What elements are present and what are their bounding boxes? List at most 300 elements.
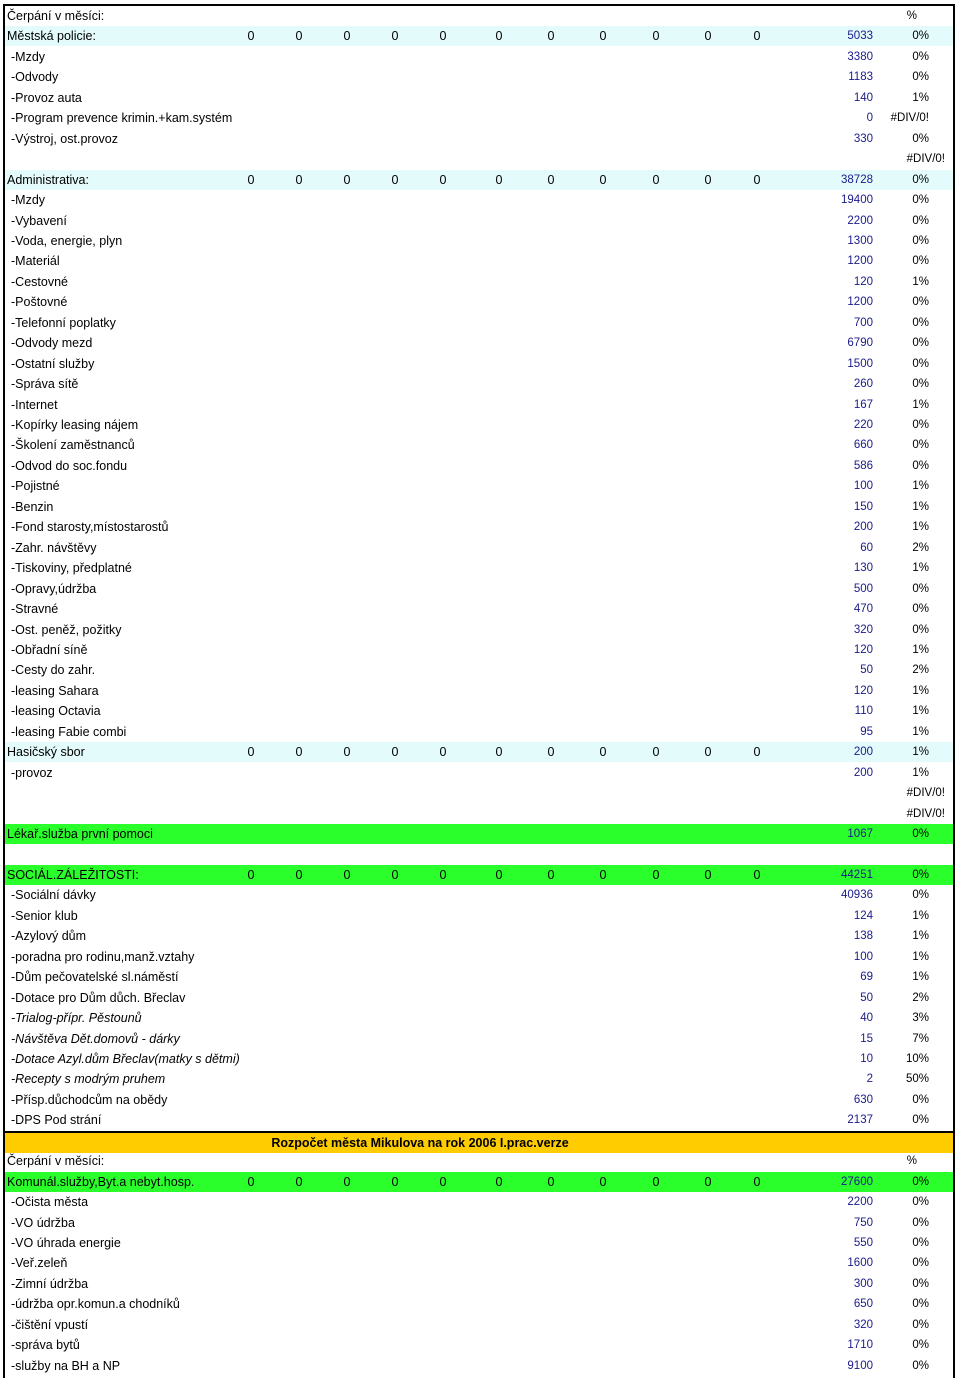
budget-item-row xyxy=(5,47,953,67)
budget-item-row xyxy=(5,885,953,905)
budget-item-row xyxy=(5,190,953,210)
month-value: 0 xyxy=(599,1174,607,1189)
budget-item-row xyxy=(5,722,953,742)
budget-value: 650 xyxy=(853,1298,873,1311)
section-row xyxy=(5,26,953,46)
budget-value: 60 xyxy=(860,541,873,554)
month-value: 0 xyxy=(247,867,255,882)
section-row xyxy=(5,1172,953,1192)
budget-item-row xyxy=(5,1110,953,1130)
month-value: 0 xyxy=(391,29,399,44)
percent-value: 0% xyxy=(912,1216,929,1229)
percent-value: 0% xyxy=(912,1175,929,1188)
budget-value: 260 xyxy=(853,378,873,391)
percent-value: 1% xyxy=(912,909,929,922)
item-label: -Ost. peněž, požitky xyxy=(11,622,122,637)
budget-value: 6790 xyxy=(847,337,873,350)
month-value: 0 xyxy=(343,1174,351,1189)
month-value: 0 xyxy=(495,867,503,882)
budget-item-row xyxy=(5,660,953,680)
month-value: 0 xyxy=(599,745,607,760)
percent-value: 1% xyxy=(912,562,929,575)
percent-value: 1% xyxy=(912,398,929,411)
item-label: -poradna pro rodinu,manž.vztahy xyxy=(11,949,195,964)
percent-value: 0% xyxy=(912,1237,929,1249)
percent-value: 0% xyxy=(912,50,929,63)
item-label: -Fond starosty,místostarostů xyxy=(11,520,169,535)
budget-value: 120 xyxy=(853,684,873,697)
budget-value: 15 xyxy=(860,1032,873,1045)
month-value: 0 xyxy=(439,745,447,760)
item-label: -leasing Fabie combi xyxy=(11,724,127,739)
budget-value: 1067 xyxy=(847,828,873,840)
item-label: -Dotace pro Dům důch. Břeclav xyxy=(11,990,186,1005)
budget-item-row xyxy=(5,1335,953,1355)
budget-item-row xyxy=(5,640,953,660)
percent-value: 0% xyxy=(912,828,929,840)
percent-value: 1% xyxy=(912,930,929,943)
percent-value: 0% xyxy=(912,1093,929,1106)
section-row xyxy=(5,824,953,844)
item-label: -Cestovné xyxy=(11,274,68,289)
section-label: Administrativa: xyxy=(7,172,89,187)
budget-value: 200 xyxy=(853,521,873,534)
header-row xyxy=(5,1151,953,1171)
budget-item-row xyxy=(5,763,953,783)
budget-item-row xyxy=(5,538,953,558)
percent-value: 1% xyxy=(912,500,929,513)
percent-value: 0% xyxy=(912,889,929,902)
month-value: 0 xyxy=(391,745,399,760)
month-value: 0 xyxy=(652,867,660,882)
budget-value: 9100 xyxy=(847,1359,873,1372)
item-label: -Odvody xyxy=(11,70,59,85)
month-value: 0 xyxy=(599,29,607,44)
budget-item-row xyxy=(5,1315,953,1335)
month-value: 0 xyxy=(247,172,255,187)
budget-value: 1710 xyxy=(847,1339,873,1352)
month-value: 0 xyxy=(704,29,712,44)
error-row xyxy=(5,783,953,803)
budget-item-row xyxy=(5,231,953,251)
budget-item-row xyxy=(5,517,953,537)
budget-value: 110 xyxy=(854,705,873,718)
budget-item-row xyxy=(5,579,953,599)
budget-value: 2200 xyxy=(847,1196,873,1209)
item-label: -Benzin xyxy=(11,499,54,514)
budget-item-row xyxy=(5,354,953,374)
budget-item-row xyxy=(5,926,953,946)
percent-value: 2% xyxy=(912,664,929,677)
item-label: -Internet xyxy=(11,397,58,412)
budget-value: 586 xyxy=(853,459,873,472)
item-label: -VO údržba xyxy=(11,1215,75,1230)
error-row xyxy=(5,149,953,169)
percent-value: 1% xyxy=(912,705,929,718)
percent-value: 3% xyxy=(912,1012,929,1025)
percent-value: 0% xyxy=(912,214,929,227)
budget-item-row xyxy=(5,1253,953,1273)
month-value: 0 xyxy=(439,1174,447,1189)
percent-value: 0% xyxy=(912,1298,929,1311)
budget-value: 100 xyxy=(853,480,873,493)
item-label: -Azylový dům xyxy=(11,929,87,944)
cerpani-label: Čerpání v měsíci: xyxy=(7,9,105,23)
month-value: 0 xyxy=(652,29,660,44)
item-label: -provoz xyxy=(11,765,53,780)
budget-item-row xyxy=(5,395,953,415)
budget-item-row xyxy=(5,1294,953,1314)
month-value: 0 xyxy=(295,172,303,187)
budget-value: 320 xyxy=(853,1318,873,1331)
item-label: -Obřadní síně xyxy=(11,642,88,657)
budget-item-row xyxy=(5,108,953,128)
budget-item-row xyxy=(5,620,953,640)
item-label: -Správa sítě xyxy=(11,377,79,392)
budget-item-row xyxy=(5,1192,953,1212)
item-label: -Program prevence krimin.+kam.systém xyxy=(11,111,233,126)
section-label: Komunál.služby,Byt.a nebyt.hosp. xyxy=(7,1174,195,1189)
percent-value: 0% xyxy=(912,194,929,207)
budget-value: 700 xyxy=(853,316,873,329)
percent-value: 0% xyxy=(912,603,929,616)
item-label: -údržba opr.komun.a chodníků xyxy=(11,1297,180,1312)
percent-value: 0% xyxy=(912,1318,929,1331)
budget-value: 300 xyxy=(853,1277,873,1290)
budget-item-row xyxy=(5,701,953,721)
item-label: -Poštovné xyxy=(11,295,68,310)
budget-value: 2137 xyxy=(847,1114,873,1127)
month-value: 0 xyxy=(343,867,351,882)
budget-item-row xyxy=(5,1274,953,1294)
budget-item-row xyxy=(5,1029,953,1049)
percent-value: 0% xyxy=(912,378,929,391)
budget-item-row xyxy=(5,1069,953,1089)
section-label: SOCIÁL.ZÁLEŽITOSTI: xyxy=(7,867,139,882)
item-label: -Zahr. návštěvy xyxy=(11,540,97,555)
item-label: -Mzdy xyxy=(11,193,46,208)
percent-value: 1% xyxy=(912,725,929,738)
budget-value: 0 xyxy=(866,112,873,125)
section-label: Městská policie: xyxy=(7,29,96,44)
percent-value: 0% xyxy=(912,1257,929,1270)
budget-value: 150 xyxy=(853,500,873,513)
month-value: 0 xyxy=(295,1174,303,1189)
month-value: 0 xyxy=(704,745,712,760)
percent-value: 2% xyxy=(912,541,929,554)
month-value: 0 xyxy=(599,172,607,187)
blank-row xyxy=(5,844,953,864)
percent-value: 0% xyxy=(912,337,929,350)
item-label: -Odvody mezd xyxy=(11,336,93,351)
header-row xyxy=(5,6,953,26)
item-label: -leasing Octavia xyxy=(11,704,101,719)
budget-item-row xyxy=(5,251,953,271)
budget-value: 630 xyxy=(853,1093,873,1106)
percent-value: 0% xyxy=(912,1277,929,1290)
budget-item-row xyxy=(5,476,953,496)
budget-value: 38728 xyxy=(841,173,873,186)
percent-value: 0% xyxy=(912,71,929,84)
budget-value: 200 xyxy=(853,766,873,779)
month-value: 0 xyxy=(247,745,255,760)
budget-item-row xyxy=(5,967,953,987)
item-label: -Mzdy xyxy=(11,49,46,64)
budget-item-row xyxy=(5,333,953,353)
percent-value: 1% xyxy=(912,950,929,963)
budget-item-row xyxy=(5,313,953,333)
percent-value: 1% xyxy=(912,746,929,759)
percent-value: 50% xyxy=(905,1073,929,1086)
item-label: -DPS Pod strání xyxy=(11,1113,102,1128)
budget-item-row xyxy=(5,681,953,701)
percent-value: #DIV/0! xyxy=(890,112,929,125)
month-value: 0 xyxy=(439,172,447,187)
month-value: 0 xyxy=(391,172,399,187)
budget-item-row xyxy=(5,1049,953,1069)
error-value: #DIV/0! xyxy=(906,807,945,820)
error-row xyxy=(5,804,953,824)
budget-item-row xyxy=(5,1356,953,1376)
budget-value: 27600 xyxy=(841,1175,873,1188)
budget-value: 1183 xyxy=(848,71,873,84)
percent-value: 0% xyxy=(912,1114,929,1127)
budget-value: 140 xyxy=(853,91,873,104)
percent-value: 1% xyxy=(912,971,929,984)
percent-value: 1% xyxy=(912,91,929,104)
budget-value: 95 xyxy=(860,725,873,738)
budget-value: 500 xyxy=(853,582,873,595)
budget-item-row xyxy=(5,292,953,312)
error-value: #DIV/0! xyxy=(906,787,945,800)
budget-item-row xyxy=(5,211,953,231)
budget-value: 330 xyxy=(853,132,873,145)
percent-value: 0% xyxy=(912,132,929,145)
budget-item-row xyxy=(5,1213,953,1233)
month-value: 0 xyxy=(495,745,503,760)
budget-item-row xyxy=(5,88,953,108)
budget-value: 44251 xyxy=(841,868,873,881)
budget-value: 10 xyxy=(860,1052,873,1065)
item-label: -Výstroj, ost.provoz xyxy=(11,131,118,146)
percent-value: 0% xyxy=(912,868,929,881)
item-label: -Dům pečovatelské sl.náměstí xyxy=(11,970,179,985)
month-value: 0 xyxy=(439,867,447,882)
percent-value: 10% xyxy=(905,1052,929,1065)
month-value: 0 xyxy=(495,29,503,44)
budget-value: 50 xyxy=(860,664,873,677)
item-label: -Pojistné xyxy=(11,479,60,494)
percent-value: 0% xyxy=(912,623,929,636)
month-value: 0 xyxy=(247,29,255,44)
item-label: -Dotace Azyl.dům Břeclav(matky s dětmi) xyxy=(11,1051,240,1066)
month-value: 0 xyxy=(391,867,399,882)
budget-value: 19400 xyxy=(841,194,873,207)
percent-value: 0% xyxy=(912,1339,929,1352)
item-label: -Stravné xyxy=(11,602,59,617)
budget-value: 167 xyxy=(853,398,873,411)
budget-item-row xyxy=(5,272,953,292)
budget-value: 50 xyxy=(860,991,873,1004)
percent-value: 0% xyxy=(912,459,929,472)
item-label: -Senior klub xyxy=(11,908,78,923)
section-label: Hasičský sbor xyxy=(7,745,85,760)
budget-value: 124 xyxy=(853,909,873,922)
month-value: 0 xyxy=(295,29,303,44)
budget-item-row xyxy=(5,947,953,967)
percent-value: 0% xyxy=(912,419,929,431)
budget-value: 750 xyxy=(853,1216,873,1229)
month-value: 0 xyxy=(343,29,351,44)
item-label: -Provoz auta xyxy=(11,90,82,105)
error-value: #DIV/0! xyxy=(906,153,945,166)
budget-value: 1300 xyxy=(847,234,873,247)
budget-value: 1200 xyxy=(847,296,873,309)
budget-sheet xyxy=(3,4,955,1378)
month-value: 0 xyxy=(495,172,503,187)
month-value: 0 xyxy=(753,867,761,882)
percent-value: 0% xyxy=(912,173,929,186)
percent-value: 0% xyxy=(912,357,929,370)
percent-value: 1% xyxy=(912,766,929,779)
month-value: 0 xyxy=(495,1174,503,1189)
month-value: 0 xyxy=(343,745,351,760)
budget-value: 130 xyxy=(853,562,873,575)
month-value: 0 xyxy=(547,1174,555,1189)
percent-value: 2% xyxy=(912,991,929,1004)
percent-value: 0% xyxy=(912,316,929,329)
item-label: -Cesty do zahr. xyxy=(11,663,96,678)
section-row xyxy=(5,742,953,762)
month-value: 0 xyxy=(652,172,660,187)
budget-item-row xyxy=(5,988,953,1008)
percent-value: 0% xyxy=(912,1196,929,1209)
budget-value: 200 xyxy=(853,746,873,759)
budget-title: Rozpočet města Mikulova na rok 2006 I.prac.verze xyxy=(271,1135,569,1150)
month-value: 0 xyxy=(247,1174,255,1189)
month-value: 0 xyxy=(547,867,555,882)
item-label: -Sociální dávky xyxy=(11,888,96,903)
percent-value: 1% xyxy=(912,521,929,534)
month-value: 0 xyxy=(753,172,761,187)
budget-value: 2 xyxy=(866,1073,873,1086)
item-label: -správa bytů xyxy=(11,1338,80,1353)
item-label: -Kopírky leasing nájem xyxy=(11,418,139,432)
budget-title-bar xyxy=(5,1131,953,1153)
budget-value: 3380 xyxy=(847,50,873,63)
month-value: 0 xyxy=(753,745,761,760)
month-value: 0 xyxy=(704,172,712,187)
month-value: 0 xyxy=(391,1174,399,1189)
month-value: 0 xyxy=(753,29,761,44)
percent-header: % xyxy=(906,1155,917,1168)
item-label: -Tiskoviny, předplatné xyxy=(11,561,132,576)
budget-value: 1200 xyxy=(847,255,873,268)
budget-value: 470 xyxy=(853,603,873,616)
item-label: -služby na BH a NP xyxy=(11,1358,121,1373)
budget-value: 100 xyxy=(853,950,873,963)
budget-value: 220 xyxy=(853,419,873,431)
month-value: 0 xyxy=(343,172,351,187)
month-value: 0 xyxy=(547,745,555,760)
item-label: -leasing Sahara xyxy=(11,683,99,698)
month-value: 0 xyxy=(652,745,660,760)
percent-value: 0% xyxy=(912,1359,929,1372)
section-row xyxy=(5,170,953,190)
percent-value: 0% xyxy=(912,296,929,309)
budget-item-row xyxy=(5,497,953,517)
budget-value: 120 xyxy=(853,643,873,656)
budget-item-row xyxy=(5,1090,953,1110)
budget-value: 40 xyxy=(860,1012,873,1025)
month-value: 0 xyxy=(439,29,447,44)
budget-value: 5033 xyxy=(847,30,873,43)
item-label: -Vybavení xyxy=(11,213,67,228)
budget-item-row xyxy=(5,67,953,87)
month-value: 0 xyxy=(704,867,712,882)
month-value: 0 xyxy=(547,172,555,187)
item-label: -Ostatní služby xyxy=(11,356,95,371)
budget-item-row xyxy=(5,415,953,435)
item-label: -Přísp.důchodcům na obědy xyxy=(11,1092,168,1107)
budget-value: 2200 xyxy=(847,214,873,227)
percent-value: 0% xyxy=(912,234,929,247)
month-value: 0 xyxy=(753,1174,761,1189)
item-label: -Školení zaměstnanců xyxy=(11,438,135,453)
budget-value: 120 xyxy=(853,275,873,288)
item-label: -Trialog-přípr. Pěstounů xyxy=(11,1011,142,1026)
percent-value: 0% xyxy=(912,255,929,268)
percent-value: 0% xyxy=(912,30,929,43)
budget-value: 138 xyxy=(853,930,873,943)
budget-item-row xyxy=(5,129,953,149)
month-value: 0 xyxy=(547,29,555,44)
item-label: -čištění vpustí xyxy=(11,1317,89,1332)
percent-value: 1% xyxy=(912,480,929,493)
cerpani-label: Čerpání v měsíci: xyxy=(7,1154,105,1169)
budget-item-row xyxy=(5,558,953,578)
item-label: -Recepty s modrým pruhem xyxy=(11,1072,166,1087)
item-label: -Materiál xyxy=(11,254,60,269)
month-value: 0 xyxy=(295,745,303,760)
item-label: -Návštěva Dět.domovů - dárky xyxy=(11,1031,180,1046)
item-label: -Telefonní poplatky xyxy=(11,315,116,330)
percent-header: % xyxy=(906,10,917,22)
budget-item-row xyxy=(5,599,953,619)
budget-value: 660 xyxy=(853,439,873,452)
percent-value: 1% xyxy=(912,275,929,288)
budget-item-row xyxy=(5,374,953,394)
budget-item-row xyxy=(5,906,953,926)
percent-value: 0% xyxy=(912,582,929,595)
budget-value: 320 xyxy=(853,623,873,636)
budget-value: 1500 xyxy=(847,357,873,370)
percent-value: 1% xyxy=(912,684,929,697)
budget-value: 550 xyxy=(853,1237,873,1249)
budget-value: 69 xyxy=(860,971,873,984)
item-label: -Očista města xyxy=(11,1195,89,1210)
month-value: 0 xyxy=(599,867,607,882)
budget-value: 40936 xyxy=(841,889,873,902)
item-label: -Opravy,údržba xyxy=(11,581,97,596)
month-value: 0 xyxy=(652,1174,660,1189)
budget-value: 1600 xyxy=(847,1257,873,1270)
item-label: -Voda, energie, plyn xyxy=(11,233,123,248)
budget-item-row xyxy=(5,435,953,455)
month-value: 0 xyxy=(704,1174,712,1189)
section-row xyxy=(5,865,953,885)
percent-value: 1% xyxy=(912,643,929,656)
